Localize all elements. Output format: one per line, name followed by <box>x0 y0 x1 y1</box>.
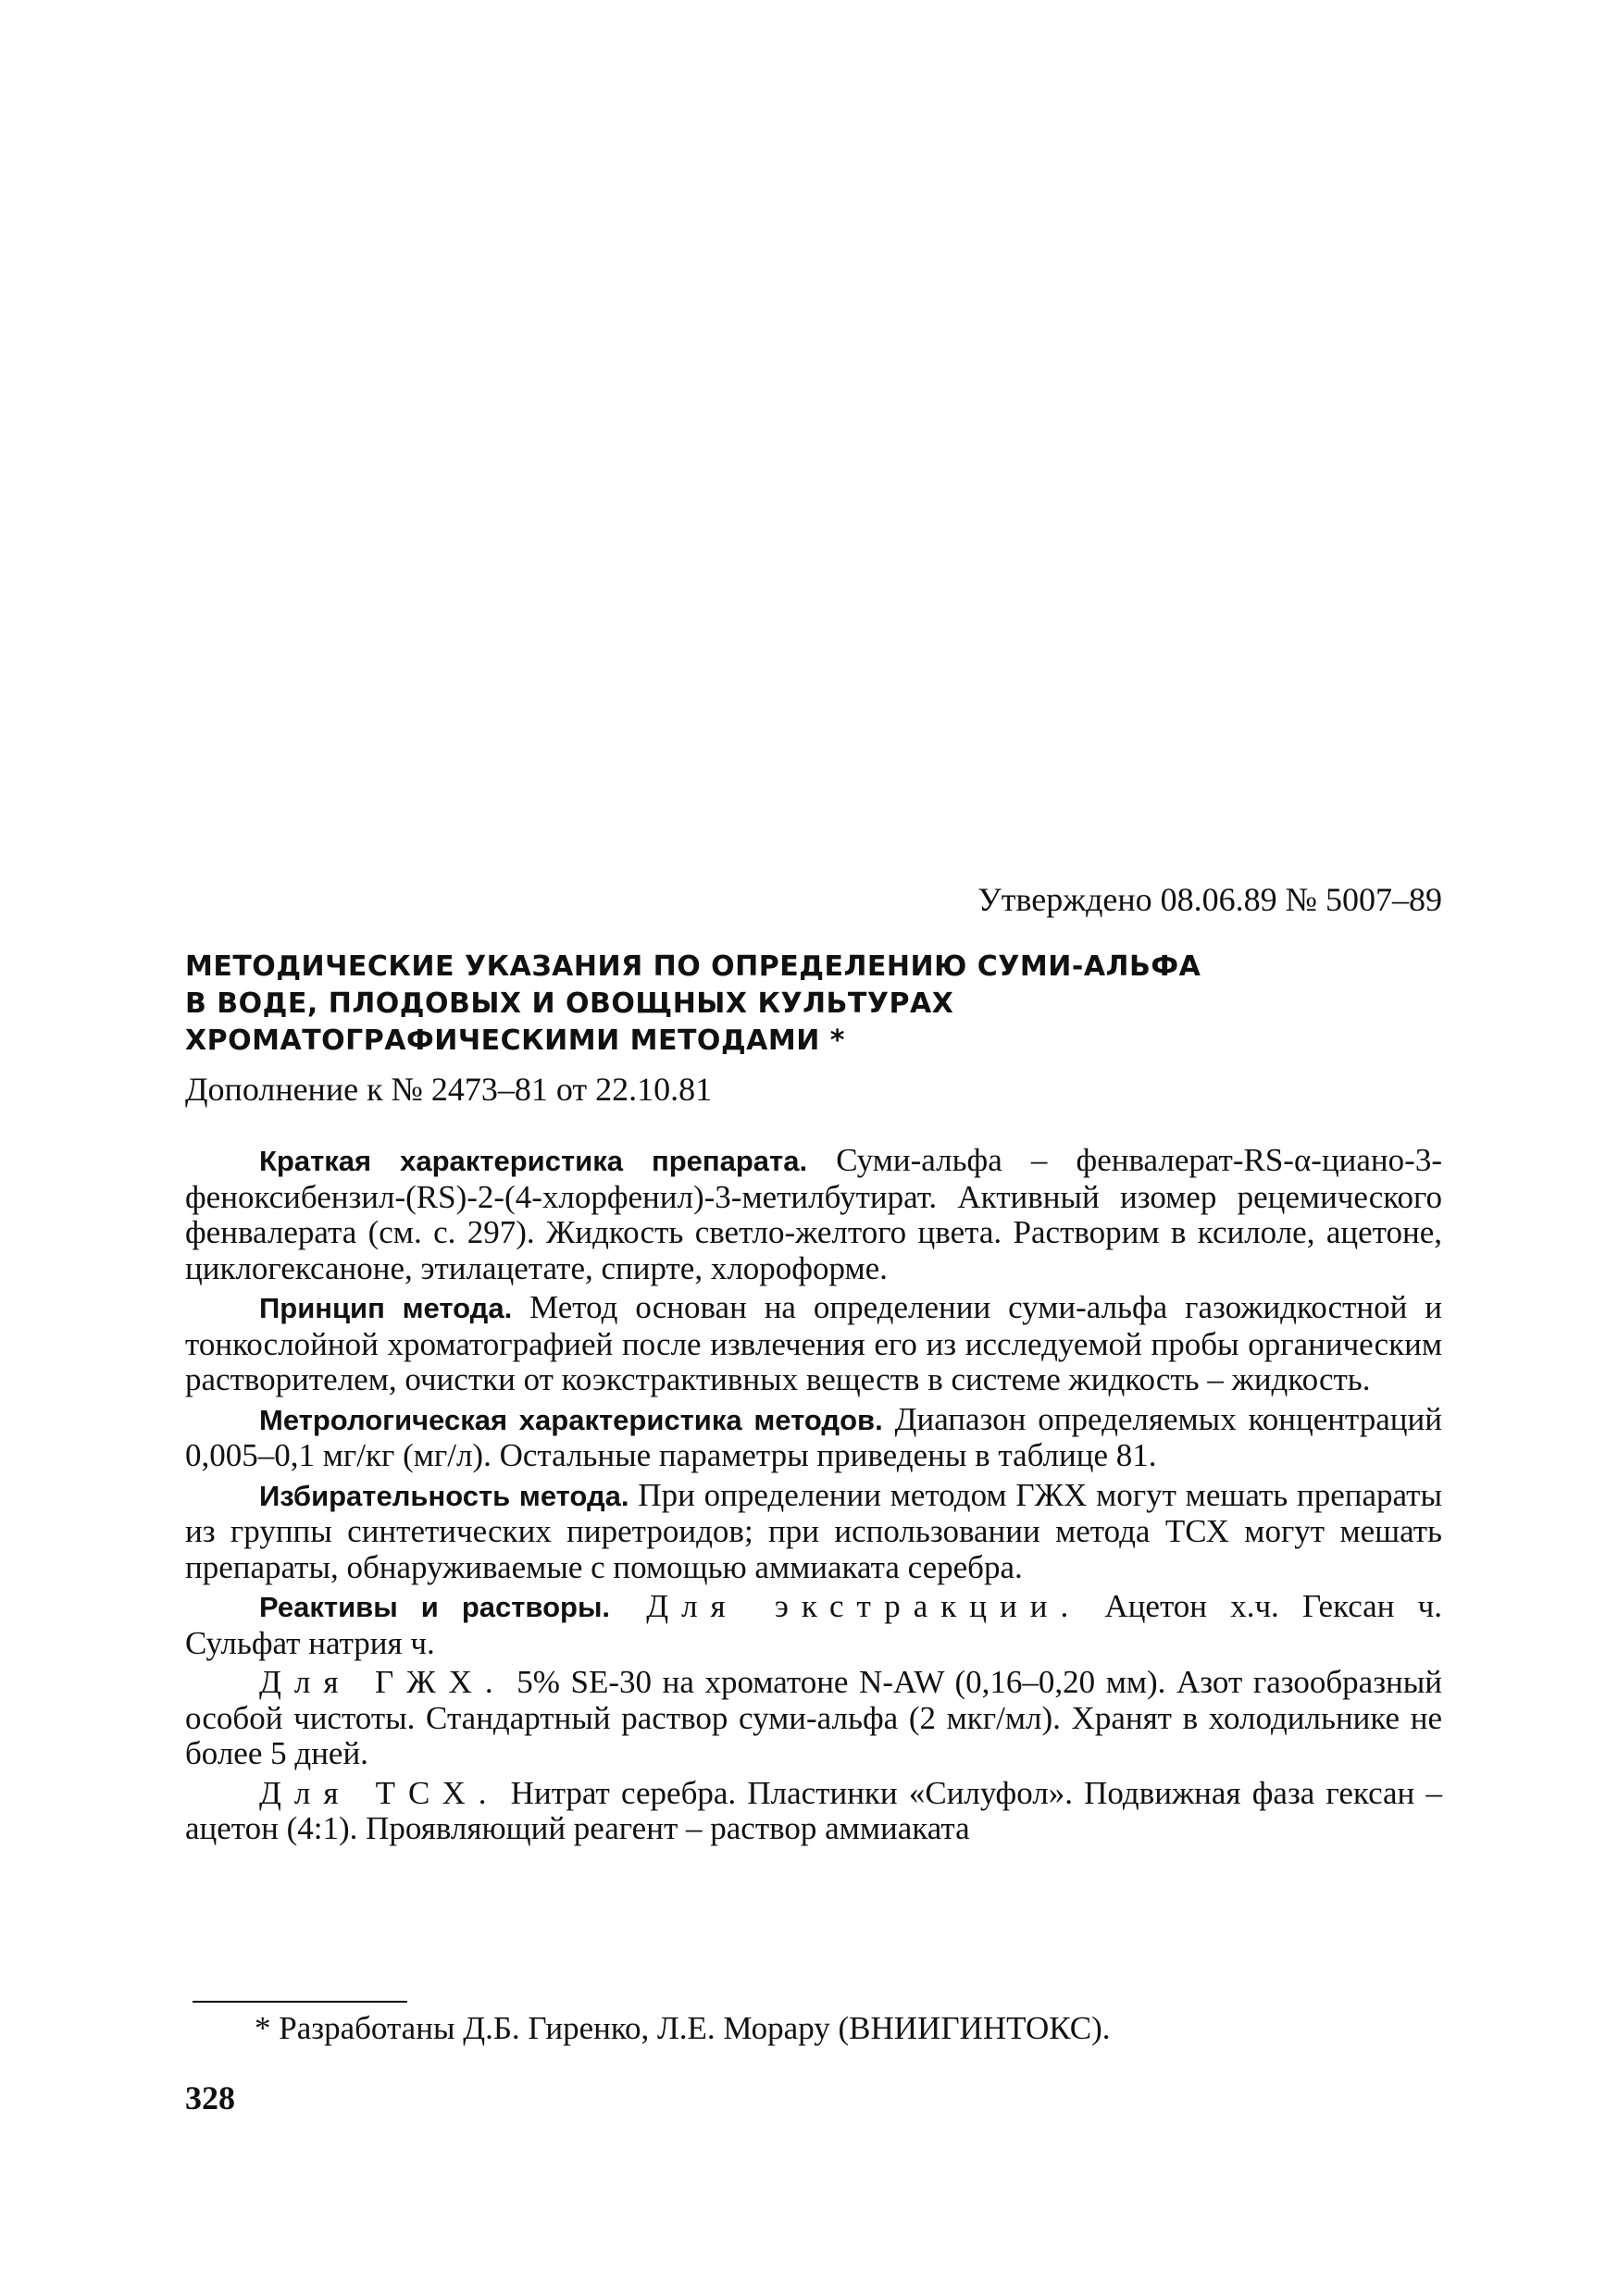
glc-text: 5% SE-30 на хроматоне N-AW (0,16–0,20 мм). Азот газообразный особой чистоты. Стандартный раствор суми-альфа (2 мкг/мл). Хранят в холодильнике не более 5 дней. <box>185 1664 1442 1771</box>
metrology-label: Метрологическая характеристика методов. <box>259 1403 883 1436</box>
document-body <box>185 1143 1442 1847</box>
reagents-text: Ацетон х.ч. Гексан ч. Сульфат натрия ч. <box>185 1588 1442 1661</box>
selectivity-label: Избирательность метода. <box>259 1479 629 1512</box>
paragraph-tlc <box>185 1776 1442 1847</box>
principle-text: Метод основан на определении суми-альфа газожидкостной и тонкослойной хроматографией после извлечения его из исследуемой пробы органическим растворителем, очистки от коэкстрактивных веществ в системе жидкость – жидкость. <box>185 1289 1442 1397</box>
document-title <box>185 949 1444 1060</box>
tlc-heading: Для ТСХ. <box>259 1774 500 1811</box>
title-line-2: В ВОДЕ, ПЛОДОВЫХ И ОВОЩНЫХ КУЛЬТУРАХ <box>185 987 954 1020</box>
paragraph-principle <box>185 1290 1442 1398</box>
selectivity-text: При определении методом ГЖХ могут мешать препараты из группы синтетических пиретроидов; при использовании метода ТСХ могут мешать препараты, обнаруживаемые с помощью аммиаката серебра. <box>185 1476 1442 1585</box>
page-number: 328 <box>185 2079 235 2116</box>
brief-text: Суми-альфа – фенвалерат-RS-α-циано-3-феноксибензил-(RS)-2-(4-хлорфенил)-3-метилбутират. Активный изомер рецемического фенвалерата (см. с. 297). Жидкость светло-желтого цвета. Растворим в ксилоле, ацетоне, циклогексаноне, этилацетате, спирте, хлороформе. <box>185 1142 1442 1286</box>
paragraph-glc <box>185 1665 1442 1772</box>
supplement-line: Дополнение к № 2473–81 от 22.10.81 <box>185 1071 713 1108</box>
tlc-text: Нитрат серебра. Пластинки «Силуфол». Подвижная фаза гексан – ацетон (4:1). Проявляющий реагент – раствор аммиаката <box>185 1774 1442 1846</box>
reagents-extraction-heading: Для экстракции. <box>610 1588 1082 1624</box>
approval-line: Утверждено 08.06.89 № 5007–89 <box>977 881 1442 918</box>
metrology-text: Диапазон определяемых концентраций 0,005–0,1 мг/кг (мг/л). Остальные параметры приведены в таблице 81. <box>185 1400 1442 1473</box>
title-line-1: МЕТОДИЧЕСКИЕ УКАЗАНИЯ ПО ОПРЕДЕЛЕНИЮ СУМИ-АЛЬФА <box>185 950 1201 983</box>
principle-label: Принцип метода. <box>259 1292 513 1324</box>
footnote-divider <box>193 2001 407 2003</box>
glc-heading: Для ГЖХ. <box>259 1664 506 1700</box>
paragraph-brief <box>185 1143 1442 1286</box>
brief-label: Краткая характеристика препарата. <box>259 1145 808 1177</box>
footnote: * Разработаны Д.Б. Гиренко, Л.Е. Морару (ВНИИГИНТОКС). <box>255 2010 1111 2046</box>
reagents-label: Реактивы и растворы. <box>259 1591 611 1623</box>
paragraph-selectivity <box>185 1478 1442 1586</box>
paragraph-reagents <box>185 1589 1442 1661</box>
title-line-3: ХРОМАТОГРАФИЧЕСКИМИ МЕТОДАМИ * <box>185 1024 845 1057</box>
paragraph-metrology <box>185 1402 1442 1474</box>
